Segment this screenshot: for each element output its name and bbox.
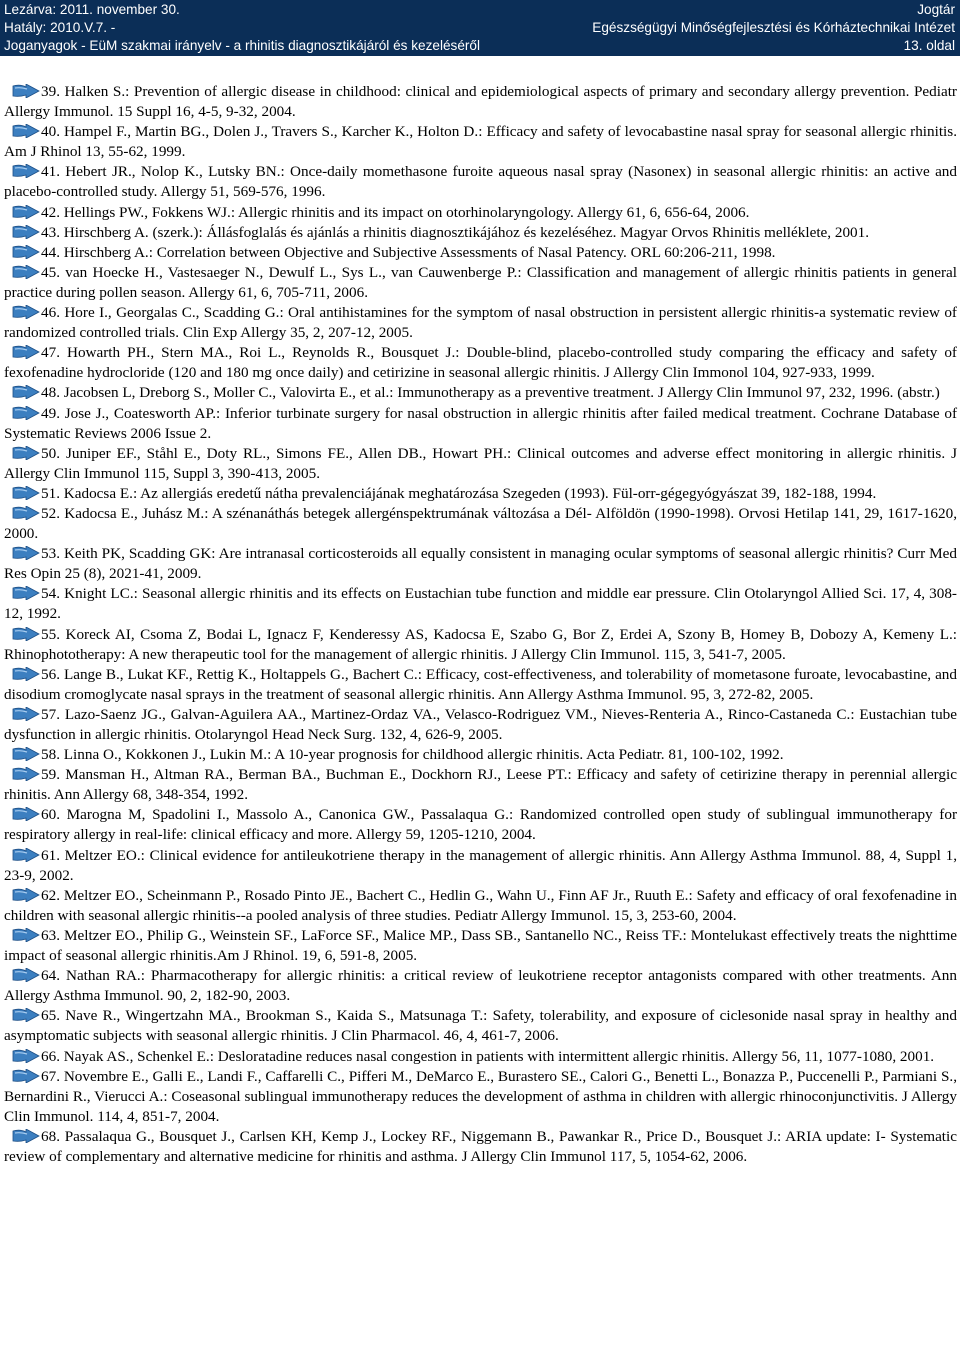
- reference-item: [4, 665, 957, 705]
- reference-item: [4, 484, 957, 504]
- reference-text: 52. Kadocsa E., Juhász M.: A szénanáthás betegek allergénspektrumának változása a Dél- Alföldön (1990-1998). Orvosi Hetilap 141, 29, 1617-1620, 2000.: [4, 504, 957, 543]
- reference-arrow-icon[interactable]: [12, 707, 40, 721]
- reference-item: [4, 765, 957, 805]
- reference-arrow-icon[interactable]: [12, 1069, 40, 1083]
- reference-text: 43. Hirschberg A. (szerk.): Állásfoglalás és ajánlás a rhinitis diagnosztikájához és kezeléséhez. Magyar Orvos Rhinitis melléklete, 2001.: [41, 223, 870, 241]
- reference-arrow-icon[interactable]: [12, 586, 40, 600]
- reference-text: 41. Hebert JR., Nolop K., Lutsky BN.: Once-daily momethasone furoite aqueous nasal spray (Nasonex) in seasonal allergic rhinitis: an active and placebo-controlled study. Allergy 51, 569-576, 1996.: [4, 163, 957, 201]
- reference-arrow-icon[interactable]: [12, 767, 40, 781]
- reference-text: 61. Meltzer EO.: Clinical evidence for antileukotriene therapy in the management of allergic rhinitis. Ann Allergy Asthma Immunol. 88, 4, Suppl 1, 23-9, 2002.: [4, 846, 957, 884]
- reference-arrow-icon[interactable]: [12, 385, 40, 399]
- reference-arrow-icon[interactable]: [12, 84, 40, 98]
- reference-text: 64. Nathan RA.: Pharmacotherapy for allergic rhinitis: a critical review of leukotriene receptor antagonists compared with other treatments. Ann Allergy Asthma Immunol. 90, 2, 182-90, 2003.: [4, 967, 957, 1005]
- reference-text: 50. Juniper EF., Ståhl E., Doty RL., Simons FE., Allen DB., Howart PH.: Clinical outcomes and adverse effect monitoring in allergic rhinitis. J Allergy Clin Immunol 115, Suppl 3, 390-413, 2005.: [4, 444, 957, 482]
- reference-item: [4, 203, 957, 223]
- reference-item: [4, 504, 957, 544]
- reference-text: 53. Keith PK, Scadding GK: Are intranasal corticosteroids all equally consistent in managing ocular symptoms of seasonal allergic rhinitis? Curr Med Res Opin 25 (8), 2021-41, 2009.: [4, 545, 957, 583]
- reference-arrow-icon[interactable]: [12, 205, 40, 219]
- reference-item: [4, 303, 957, 343]
- document-path: Joganyagok - EüM szakmai irányelv - a rhinitis diagnosztikájáról és kezeléséről: [4, 38, 480, 53]
- reference-text: 44. Hirschberg A.: Correlation between Objective and Subjective Assessments of Nasal Patency. ORL 60:206-211, 1998.: [41, 243, 776, 261]
- reference-arrow-icon[interactable]: [12, 164, 40, 178]
- reference-text: 62. Meltzer EO., Scheinmann P., Rosado Pinto JE., Bachert C., Hedlin G., Wahn U., Finn AF Jr., Ruuth E.: Safety and efficacy of oral fexofenadine in children with seasonal allergic rhinitis--a pooled analysis of three studies. Pediatr Allergy Immunol. 15, 3, 253-60, 2004.: [4, 886, 957, 924]
- reference-arrow-icon[interactable]: [12, 446, 40, 460]
- reference-text: 45. van Hoecke H., Vastesaeger N., Dewulf L., Sys L., van Cauwenberge P.: Classification and management of allergic rhinitis patients in general practice during pollen season. Allergy 61, 6, 705-711, 2006.: [4, 263, 957, 301]
- publisher-name: Jogtár: [917, 2, 955, 17]
- reference-item: [4, 223, 957, 243]
- reference-text: 48. Jacobsen L, Dreborg S., Moller C., Valovirta E., et al.: Immunotherapy as a preventive treatment. J Allergy Clin Immunol 97, 232, 1996. (abstr.): [41, 384, 940, 402]
- header-left: [4, 1, 480, 55]
- reference-item: [4, 1067, 957, 1127]
- reference-item: [4, 1127, 957, 1167]
- reference-text: 40. Hampel F., Martin BG., Dolen J., Travers S., Karcher K., Holton D.: Efficacy and safety of levocabastine nasal spray for seasonal allergic rhinitis. Am J Rhinol 13, 55-62, 1999.: [4, 123, 957, 161]
- reference-text: 39. Halken S.: Prevention of allergic disease in childhood: clinical and epidemiological aspects of primary and secondary allergy prevention. Pediatr Allergy Immunol. 15 Suppl 16, 4-5, 9-32, 2004.: [4, 83, 957, 121]
- reference-text: 63. Meltzer EO., Philip G., Weinstein SF., LaForce SF., Malice MP., Dass SB., Santanello NC., Reiss TF.: Montelukast effectively treats the nighttime impact of seasonal allergic rhinitis.Am J Rhinol. 19, 6, 591-8, 2005.: [4, 926, 957, 965]
- reference-arrow-icon[interactable]: [12, 406, 40, 420]
- reference-text: 42. Hellings PW., Fokkens WJ.: Allergic rhinitis and its impact on otorhinolaryngology. Allergy 61, 6, 656-64, 2006.: [41, 203, 750, 221]
- reference-text: 49. Jose J., Coatesworth AP.: Inferior turbinate surgery for nasal obstruction in allergic rhinitis after failed medical treatment. Cochrane Database of Systematic Reviews 2006 Issue 2.: [4, 404, 957, 442]
- reference-list: [4, 82, 957, 1167]
- reference-item: [4, 404, 957, 444]
- reference-arrow-icon[interactable]: [12, 747, 40, 761]
- reference-item: [4, 544, 957, 584]
- reference-text: 57. Lazo-Saenz JG., Galvan-Aguilera AA., Martinez-Ordaz VA., Velasco-Rodriguez VM., Nieves-Renteria A., Rinco-Castaneda C.: Eustachian tube dysfunction in allergic rhinitis. Otolaryngol Head Neck Surg. 132, 4, 626-9, 2005.: [4, 705, 957, 743]
- reference-item: [4, 162, 957, 202]
- reference-text: 59. Mansman H., Altman RA., Berman BA., Buchman E., Dockhorn RJ., Leese PT.: Efficacy and safety of cetirizine therapy in perennial allergic rhinitis. Ann Allergy 68, 348-354, 1992.: [4, 766, 957, 804]
- reference-item: [4, 383, 957, 403]
- reference-item: [4, 444, 957, 484]
- reference-text: 66. Nayak AS., Schenkel E.: Desloratadine reduces nasal congestion in patients with intermittent allergic rhinitis. Allergy 56, 11, 1077-1080, 2001.: [41, 1047, 935, 1065]
- reference-arrow-icon[interactable]: [12, 807, 40, 821]
- effective-date: Hatály: 2010.V.7. -: [4, 20, 116, 35]
- reference-arrow-icon[interactable]: [12, 848, 40, 862]
- reference-text: 65. Nave R., Wingertzahn MA., Brookman S., Kaida S., Matsunaga T.: Safety, tolerability, and exposure of ciclesonide nasal spray in healthy and asymptomatic subjects with seasonal allergic rhinitis. J Clin Pharmacol. 46, 4, 461-7, 2006.: [4, 1007, 957, 1045]
- reference-text: 58. Linna O., Kokkonen J., Lukin M.: A 10-year prognosis for childhood allergic rhinitis. Acta Pediatr. 81, 100-102, 1992.: [41, 746, 784, 764]
- reference-arrow-icon[interactable]: [12, 124, 40, 138]
- reference-item: [4, 1047, 957, 1067]
- reference-arrow-icon[interactable]: [12, 225, 40, 239]
- reference-arrow-icon[interactable]: [12, 245, 40, 259]
- reference-arrow-icon[interactable]: [12, 667, 40, 681]
- reference-item: [4, 82, 957, 122]
- header-right: [592, 1, 955, 55]
- reference-arrow-icon[interactable]: [12, 1049, 40, 1063]
- reference-text: 56. Lange B., Lukat KF., Rettig K., Holtappels G., Bachert C.: Efficacy, cost-effectiveness, and tolerability of mometasone furoate, levocabastine, and disodium cromoglycate nasal sprays in the treatment of seasonal allergic rhinitis. Ann Allergy Asthma Immunol. 95, 3, 272-82, 2005.: [4, 665, 957, 703]
- reference-text: 46. Hore I., Georgalas C., Scadding G.: Oral antihistamines for the symptom of nasal obstruction in persistent allergic rhinitis-a systematic review of randomized controlled trials. Clin Exp Allergy 35, 2, 207-12, 2005.: [4, 304, 957, 342]
- reference-arrow-icon[interactable]: [12, 265, 40, 279]
- reference-arrow-icon[interactable]: [12, 546, 40, 560]
- reference-text: 47. Howarth PH., Stern MA., Roi L., Reynolds R., Bousquet J.: Double-blind, placebo-controlled study comparing the efficacy and safety of fexofenadine hydrocloride (120 and 180 mg once daily) and cetirizine in seasonal allergic rhinitis. J Allergy Clin Immonol 104, 927-933, 1999.: [4, 344, 957, 382]
- reference-arrow-icon[interactable]: [12, 506, 40, 520]
- reference-text: 55. Koreck AI, Csoma Z, Bodai L, Ignacz F, Kenderessy AS, Kadocsa E, Szabo G, Bor Z, Erdei A, Szony B, Homey B, Dobozy A, Kemeny L.: Rhinophototherapy: A new therapeutic tool for the management of allergic rhinitis. J Allergy Clin Immunol. 115, 3, 541-7, 2005.: [4, 625, 957, 663]
- reference-arrow-icon[interactable]: [12, 305, 40, 319]
- reference-item: [4, 745, 957, 765]
- reference-item: [4, 926, 957, 966]
- reference-item: [4, 805, 957, 845]
- reference-item: [4, 584, 957, 624]
- reference-arrow-icon[interactable]: [12, 928, 40, 942]
- reference-arrow-icon[interactable]: [12, 627, 40, 641]
- reference-text: 54. Knight LC.: Seasonal allergic rhinitis and its effects on Eustachian tube function and middle ear pressure. Clin Otolaryngol Allied Sci. 17, 4, 308-12, 1992.: [4, 585, 957, 623]
- reference-text: 60. Marogna M, Spadolini I., Massolo A., Canonica GW., Passalaqua G.: Randomized controlled open study of sublingual immunotherapy for respiratory allergy in real-life: clinical efficacy and more. Allergy 59, 1205-1210, 2004.: [4, 806, 957, 844]
- page-number: 13. oldal: [903, 38, 955, 53]
- institute-name: Egészségügyi Minőségfejlesztési és Kórháztechnikai Intézet: [592, 20, 955, 35]
- reference-item: [4, 966, 957, 1006]
- reference-arrow-icon[interactable]: [12, 1008, 40, 1022]
- reference-item: [4, 263, 957, 303]
- reference-item: [4, 343, 957, 383]
- reference-item: [4, 846, 957, 886]
- reference-item: [4, 625, 957, 665]
- reference-item: [4, 705, 957, 745]
- reference-arrow-icon[interactable]: [12, 1129, 40, 1143]
- reference-item: [4, 1006, 957, 1046]
- reference-arrow-icon[interactable]: [12, 888, 40, 902]
- reference-item: [4, 886, 957, 926]
- reference-text: 68. Passalaqua G., Bousquet J., Carlsen KH, Kemp J., Lockey RF., Niggemann B., Pawankar R., Price D., Bousquet J.: ARIA update: I- Systematic review of complementary and alternative medicine for rhinitis and asthma. J Allergy Clin Immunol 117, 5, 1054-62, 2006.: [4, 1127, 957, 1165]
- document-header: [0, 0, 960, 56]
- reference-item: [4, 122, 957, 162]
- reference-arrow-icon[interactable]: [12, 345, 40, 359]
- reference-text: 51. Kadocsa E.: Az allergiás eredetű nátha prevalenciájának meghatározása Szegeden (1993). Fül-orr-gégegyógyászat 39, 182-188, 1994.: [41, 484, 877, 502]
- reference-arrow-icon[interactable]: [12, 968, 40, 982]
- closing-date: Lezárva: 2011. november 30.: [4, 2, 180, 17]
- reference-text: 67. Novembre E., Galli E., Landi F., Caffarelli C., Pifferi M., DeMarco E., Burastero SE., Calori G., Benetti L., Bonazza P., Puccenelli P., Parmiani S., Bernardini R., Vierucci A.: Coseasonal sublingual immunotherapy reduces the development of asthma in children with allergic rhinoconjunctivitis. J Allergy Clin Immunol. 114, 4, 851-7, 2004.: [4, 1067, 957, 1125]
- reference-arrow-icon[interactable]: [12, 486, 40, 500]
- reference-item: [4, 243, 957, 263]
